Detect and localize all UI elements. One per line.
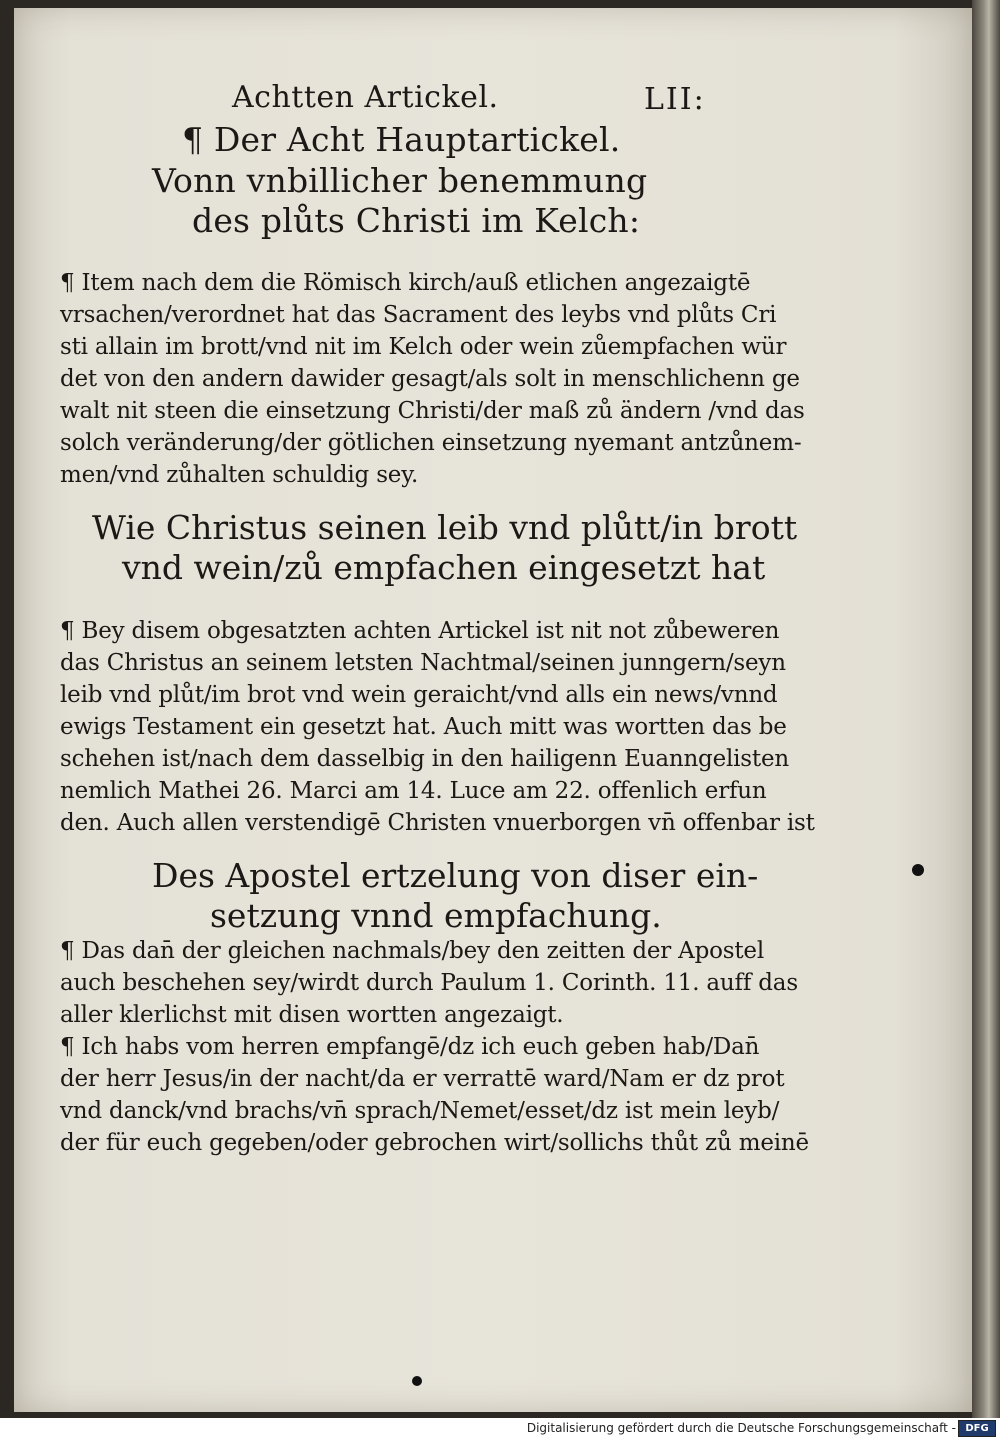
- text-line: ¶ Ich habs vom herren empfangē/dz ich euch geben hab/Dan̄: [60, 1034, 760, 1060]
- section-heading-line1: Des Apostel ertzelung von diser ein-: [152, 856, 759, 895]
- text-line: solch veränderung/der götlichen einsetzung nyemant antzůnem-: [60, 430, 802, 456]
- chapter-heading-line2: Vonn vnbillicher benemmung: [152, 161, 648, 200]
- text-line: leib vnd plůt/im brot vnd wein geraicht/vnd alls ein news/vnnd: [60, 682, 778, 708]
- chapter-heading-line3: des plůts Christi im Kelch:: [192, 201, 641, 240]
- folio-number: LII:: [644, 82, 706, 117]
- binding-hole-mark: [412, 1376, 422, 1386]
- section-heading-line2: vnd wein/zů empfachen eingesetzt hat: [122, 548, 766, 587]
- text-line: der für euch gegeben/oder gebrochen wirt/sollichs thůt zů meinē: [60, 1130, 809, 1156]
- book-edge: [972, 0, 1000, 1418]
- chapter-heading-line1: ¶ Der Acht Hauptartickel.: [182, 120, 621, 159]
- text-line: vrsachen/verordnet hat das Sacrament des leybs vnd plůts Cri: [60, 302, 777, 328]
- section-heading-line2: setzung vnnd empfachung.: [210, 896, 662, 935]
- footer-bar: [0, 1418, 1000, 1439]
- text-line: walt nit steen die einsetzung Christi/der maß zů ändern /vnd das: [60, 398, 805, 424]
- text-line: det von den andern dawider gesagt/als solt in menschlichenn ge: [60, 366, 800, 392]
- text-line: den. Auch allen verstendigē Christen vnuerborgen vn̄ offenbar ist: [60, 810, 815, 836]
- text-line: das Christus an seinem letsten Nachtmal/seinen junngern/seyn: [60, 650, 786, 676]
- dfg-logo: DFG: [958, 1420, 996, 1437]
- section-heading-line1: Wie Christus seinen leib vnd plůtt/in brott: [92, 508, 798, 547]
- text-line: der herr Jesus/in der nacht/da er verrattē ward/Nam er dz prot: [60, 1066, 785, 1092]
- text-line: schehen ist/nach dem dasselbig in den hailigenn Euanngelisten: [60, 746, 789, 772]
- text-line: aller klerlichst mit disen wortten angezaigt.: [60, 1002, 564, 1028]
- text-line: ¶ Item nach dem die Römisch kirch/auß etlichen angezaigtē: [60, 270, 751, 296]
- text-line: vnd danck/vnd brachs/vn̄ sprach/Nemet/esset/dz ist mein leyb/: [60, 1098, 780, 1124]
- running-head: Achtten Artickel.: [232, 80, 499, 115]
- text-line: nemlich Mathei 26. Marci am 14. Luce am 22. offenlich erfun: [60, 778, 767, 804]
- text-line: ¶ Das dan̄ der gleichen nachmals/bey den zeitten der Apostel: [60, 938, 764, 964]
- text-line: ewigs Testament ein gesetzt hat. Auch mitt was wortten das be: [60, 714, 787, 740]
- text-line: ¶ Bey disem obgesatzten achten Artickel ist nit not zůbeweren: [60, 618, 780, 644]
- text-line: men/vnd zůhalten schuldig sey.: [60, 462, 419, 488]
- book-page: [14, 8, 972, 1412]
- binding-hole-mark: [912, 864, 924, 876]
- text-line: sti allain im brott/vnd nit im Kelch oder wein zůempfachen wür: [60, 334, 787, 360]
- text-line: auch beschehen sey/wirdt durch Paulum 1. Corinth. 11. auff das: [60, 970, 798, 996]
- funding-credit: Digitalisierung gefördert durch die Deutsche Forschungsgemeinschaft -: [526, 1421, 956, 1435]
